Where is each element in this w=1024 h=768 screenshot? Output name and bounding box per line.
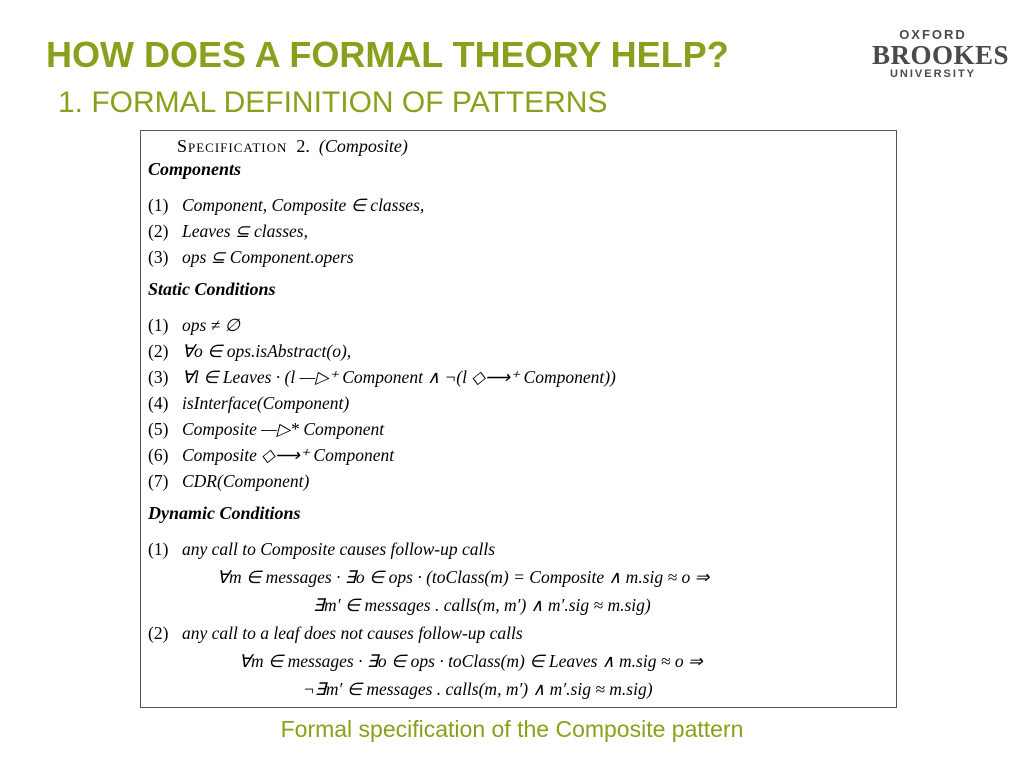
static-line-5 — [148, 419, 384, 440]
line-number: (4) — [148, 393, 169, 413]
line-text: any call to Composite causes follow-up calls — [182, 539, 496, 559]
line-text: ops ≠ ∅ — [182, 315, 240, 335]
line-text: Component, Composite ∈ classes, — [182, 195, 425, 215]
component-line-3 — [148, 247, 354, 268]
line-number: (7) — [148, 471, 169, 491]
dynamic-formula-1b: ∃m′ ∈ messages . calls(m, m′) ∧ m′.sig ≈ m.sig) — [313, 595, 651, 615]
line-number: (5) — [148, 419, 169, 439]
university-logo — [872, 27, 1010, 81]
line-text: ∀o ∈ ops.isAbstract(o), — [182, 341, 352, 361]
logo-line-oxford: OXFORD — [899, 27, 967, 42]
line-text: ops ⊆ Component.opers — [182, 247, 354, 267]
line-number: (3) — [148, 367, 169, 387]
line-number: (6) — [148, 445, 169, 465]
dynamic-formula-2a: ∀m ∈ messages · ∃o ∈ ops · toClass(m) ∈ Leaves ∧ m.sig ≈ o ⇒ — [239, 651, 703, 671]
components-heading: Components — [148, 159, 242, 179]
dynamic-line-1 — [148, 539, 495, 560]
line-text: ∀l ∈ Leaves · (l —▷⁺ Component ∧ ¬(l ◇⟶⁺ Component)) — [182, 367, 616, 387]
slide-subtitle: 1. FORMAL DEFINITION OF PATTERNS — [58, 86, 608, 119]
specification-box — [140, 130, 897, 708]
line-text: isInterface(Component) — [182, 393, 350, 413]
line-text: any call to a leaf does not causes follow-up calls — [182, 623, 523, 643]
static-line-7 — [148, 471, 309, 492]
line-number: (1) — [148, 315, 169, 335]
line-text: Composite —▷* Component — [182, 419, 385, 439]
static-line-6 — [148, 445, 394, 466]
logo-line-brookes: BROOKES — [872, 40, 1010, 70]
logo-line-university: UNIVERSITY — [889, 68, 976, 80]
static-line-2 — [148, 341, 351, 362]
line-text: Leaves ⊆ classes, — [182, 221, 308, 241]
line-number: (2) — [148, 623, 169, 643]
line-number: (3) — [148, 247, 169, 267]
spec-header — [177, 136, 408, 157]
line-number: (2) — [148, 341, 169, 361]
line-number: (1) — [148, 539, 169, 559]
line-text: Composite ◇⟶⁺ Component — [182, 445, 395, 465]
dynamic-formula-2b: ¬∃m′ ∈ messages . calls(m, m′) ∧ m′.sig ≈ m.sig) — [303, 679, 653, 699]
static-line-4 — [148, 393, 349, 414]
slide-title: HOW DOES A FORMAL THEORY HELP? — [46, 34, 729, 75]
figure-caption: Formal specification of the Composite pattern — [280, 716, 744, 742]
dynamic-line-2 — [148, 623, 523, 644]
static-conditions-heading: Static Conditions — [148, 279, 276, 299]
line-number: (2) — [148, 221, 169, 241]
dynamic-formula-1a: ∀m ∈ messages · ∃o ∈ ops · (toClass(m) = Composite ∧ m.sig ≈ o ⇒ — [217, 567, 710, 587]
component-line-1 — [148, 195, 424, 216]
line-number: (1) — [148, 195, 169, 215]
dynamic-conditions-heading: Dynamic Conditions — [148, 503, 301, 523]
spec-number: 2. — [296, 136, 310, 156]
spec-label: Specification — [177, 136, 288, 156]
component-line-2 — [148, 221, 308, 242]
line-text: CDR(Component) — [182, 471, 310, 491]
static-line-3 — [148, 367, 616, 388]
spec-name: (Composite) — [318, 136, 408, 156]
static-line-1 — [148, 315, 240, 336]
